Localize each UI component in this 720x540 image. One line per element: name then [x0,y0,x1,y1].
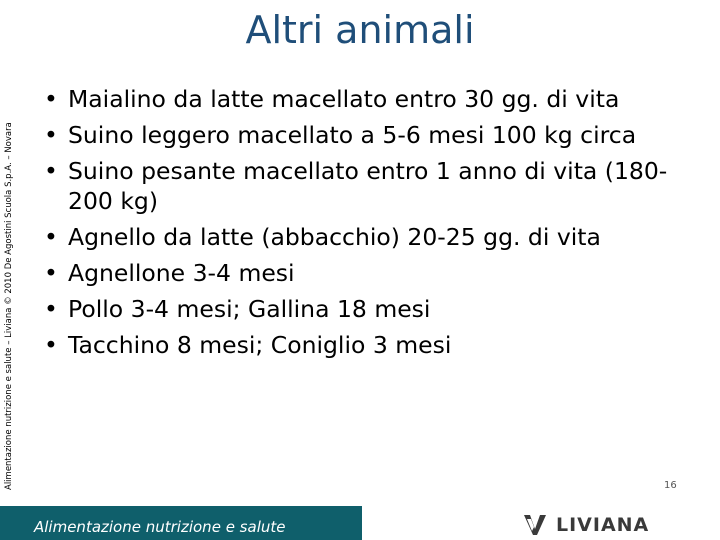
bullet-text: Pollo 3-4 mesi; Gallina 18 mesi [68,295,431,323]
list-item [44,330,708,360]
bullet-icon: • [44,121,58,149]
page-number: 16 [664,480,677,491]
bullet-text: Agnello da latte (abbacchio) 20-25 gg. di vita [68,223,601,251]
list-item [44,222,708,252]
slide-title: Altri animali [245,8,475,52]
list-item [44,84,708,114]
bullet-icon: • [44,259,58,287]
footer-text: Alimentazione nutrizione e salute [34,518,286,536]
liviana-logo [522,512,649,538]
list-item [44,258,708,288]
bullet-icon: • [44,157,58,185]
bullet-list [44,84,708,366]
list-item [44,156,708,216]
bullet-text: Suino pesante macellato entro 1 anno di vita (180-200 kg) [68,157,668,215]
bullet-icon: • [44,295,58,323]
bullet-icon: • [44,331,58,359]
list-item [44,120,708,150]
bullet-icon: • [44,85,58,113]
bullet-text: Agnellone 3-4 mesi [68,259,295,287]
logo-text: LIVIANA [556,514,650,536]
list-item [44,294,708,324]
liviana-logo-icon [522,513,548,537]
bullet-text: Tacchino 8 mesi; Coniglio 3 mesi [68,331,452,359]
bullet-text: Maialino da latte macellato entro 30 gg. di vita [68,85,620,113]
bullet-icon: • [44,223,58,251]
bullet-text: Suino leggero macellato a 5-6 mesi 100 kg circa [68,121,637,149]
side-credit: Alimentazione nutrizione e salute – Liviana © 2010 De Agostini Scuola S.p.A. – Novara [4,122,14,490]
